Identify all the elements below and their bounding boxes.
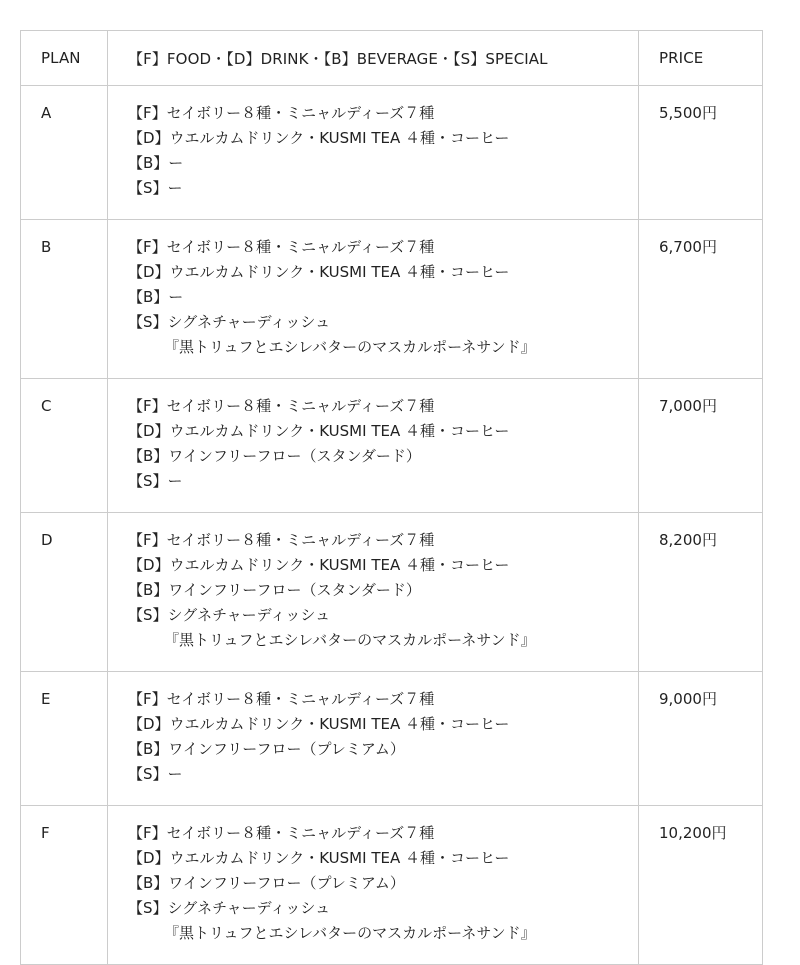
price-cell: 8,200円 — [639, 513, 763, 672]
special-detail-line: 『黒トリュフとエシレバターのマスカルポーネサンド』 — [164, 924, 536, 942]
food-line: 【F】セイボリー８種・ミニャルディーズ７種 — [128, 690, 435, 708]
food-line: 【F】セイボリー８種・ミニャルディーズ７種 — [128, 824, 435, 842]
header-plan: PLAN — [21, 31, 108, 86]
price-cell: 6,700円 — [639, 220, 763, 379]
price-cell: 10,200円 — [639, 806, 763, 965]
drink-line: 【D】ウエルカムドリンク・KUSMI TEA ４種・コーヒー — [128, 556, 510, 574]
table-row — [21, 220, 763, 379]
table-body — [21, 86, 763, 965]
beverage-line: 【B】ー — [128, 288, 184, 306]
plan-cell: D — [21, 513, 108, 672]
special-detail-line: 『黒トリュフとエシレバターのマスカルポーネサンド』 — [164, 631, 536, 649]
table-row — [21, 806, 763, 965]
drink-line: 【D】ウエルカムドリンク・KUSMI TEA ４種・コーヒー — [128, 849, 510, 867]
plan-price-table — [20, 30, 763, 965]
table-row — [21, 86, 763, 220]
items-cell — [108, 513, 639, 672]
food-line: 【F】セイボリー８種・ミニャルディーズ７種 — [128, 104, 435, 122]
table-header — [21, 31, 763, 86]
table-row — [21, 379, 763, 513]
header-items: 【F】FOOD・【D】DRINK・【B】BEVERAGE・【S】SPECIAL — [108, 31, 639, 86]
header-price: PRICE — [639, 31, 763, 86]
food-line: 【F】セイボリー８種・ミニャルディーズ７種 — [128, 238, 435, 256]
special-line: 【S】シグネチャーディッシュ — [128, 313, 331, 331]
price-cell: 7,000円 — [639, 379, 763, 513]
plan-cell: B — [21, 220, 108, 379]
items-cell — [108, 806, 639, 965]
price-cell: 9,000円 — [639, 672, 763, 806]
header-row — [21, 31, 763, 86]
beverage-line: 【B】ワインフリーフロー（スタンダード） — [128, 581, 421, 599]
beverage-line: 【B】ワインフリーフロー（プレミアム） — [128, 740, 405, 758]
drink-line: 【D】ウエルカムドリンク・KUSMI TEA ４種・コーヒー — [128, 715, 510, 733]
special-line: 【S】シグネチャーディッシュ — [128, 899, 331, 917]
plan-cell: E — [21, 672, 108, 806]
drink-line: 【D】ウエルカムドリンク・KUSMI TEA ４種・コーヒー — [128, 129, 510, 147]
drink-line: 【D】ウエルカムドリンク・KUSMI TEA ４種・コーヒー — [128, 422, 510, 440]
food-line: 【F】セイボリー８種・ミニャルディーズ７種 — [128, 531, 435, 549]
drink-line: 【D】ウエルカムドリンク・KUSMI TEA ４種・コーヒー — [128, 263, 510, 281]
items-cell — [108, 86, 639, 220]
table-row — [21, 513, 763, 672]
plan-cell: A — [21, 86, 108, 220]
table-row — [21, 672, 763, 806]
special-line: 【S】ー — [128, 179, 183, 197]
plan-cell: F — [21, 806, 108, 965]
food-line: 【F】セイボリー８種・ミニャルディーズ７種 — [128, 397, 435, 415]
special-line: 【S】シグネチャーディッシュ — [128, 606, 331, 624]
beverage-line: 【B】ワインフリーフロー（スタンダード） — [128, 447, 421, 465]
items-cell — [108, 672, 639, 806]
price-cell: 5,500円 — [639, 86, 763, 220]
beverage-line: 【B】ワインフリーフロー（プレミアム） — [128, 874, 405, 892]
items-cell — [108, 220, 639, 379]
plan-cell: C — [21, 379, 108, 513]
items-cell — [108, 379, 639, 513]
special-line: 【S】ー — [128, 765, 183, 783]
special-line: 【S】ー — [128, 472, 183, 490]
special-detail-line: 『黒トリュフとエシレバターのマスカルポーネサンド』 — [164, 338, 536, 356]
beverage-line: 【B】ー — [128, 154, 184, 172]
